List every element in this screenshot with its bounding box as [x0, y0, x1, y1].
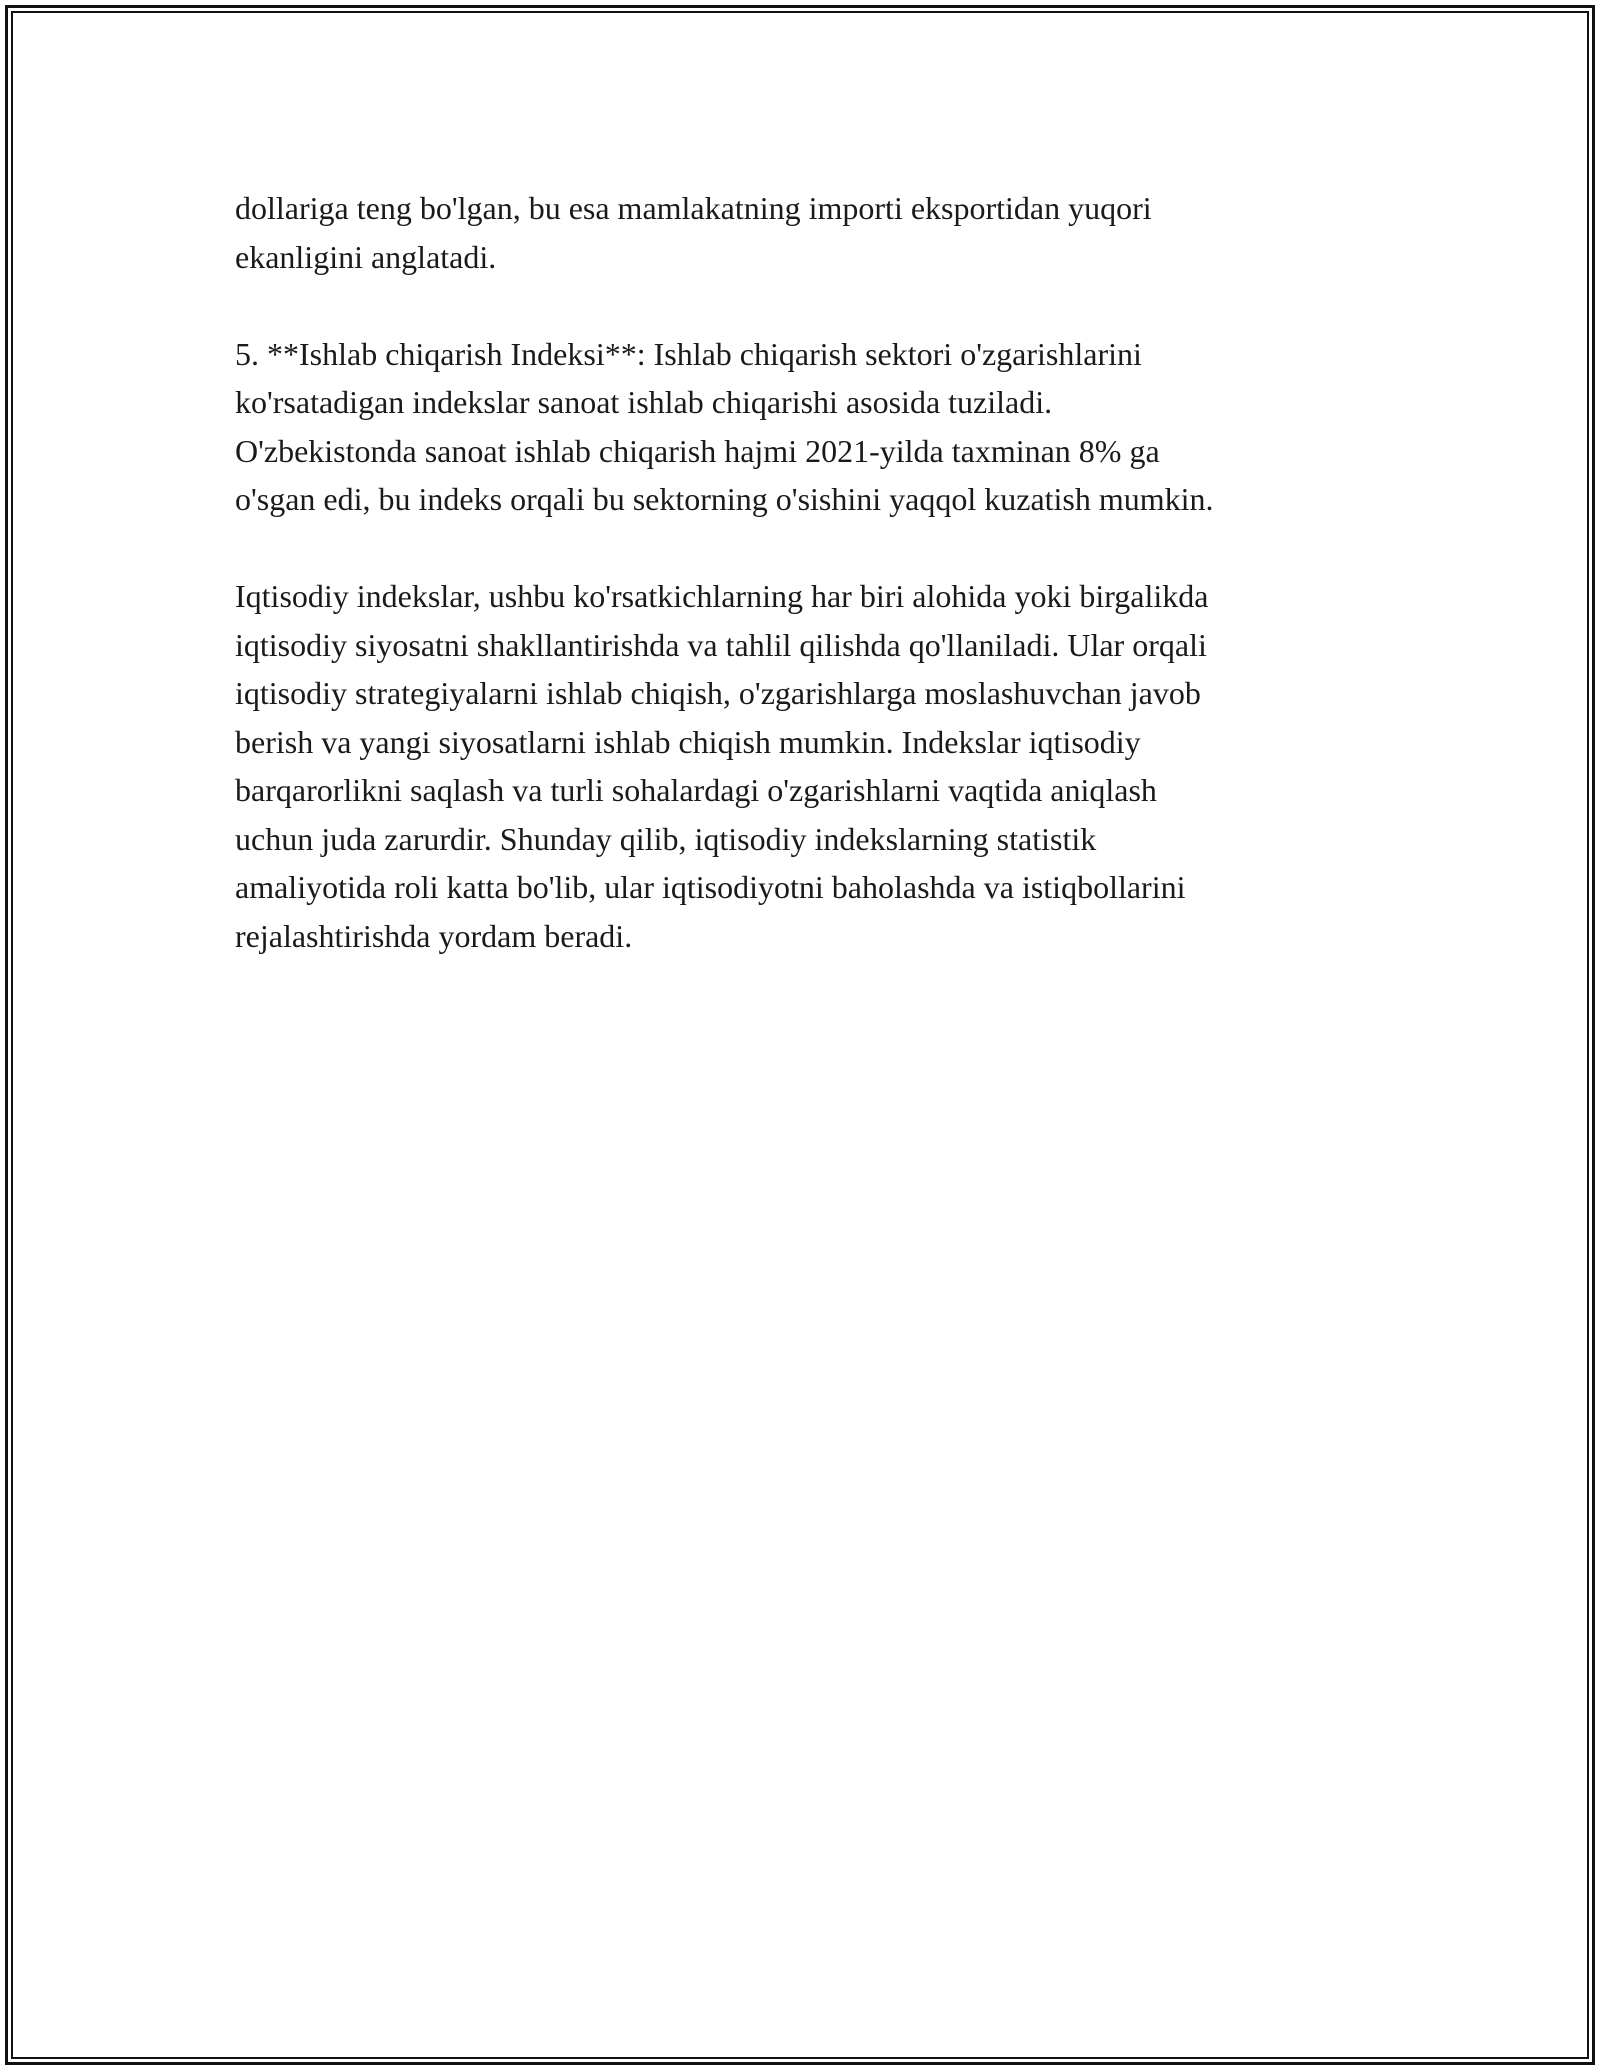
- text-line: rejalashtirishda yordam beradi.: [235, 917, 633, 954]
- text-line: dollariga teng bo'lgan, bu esa mamlakatning importi eksportidan yuqori: [235, 190, 1152, 226]
- page-body: [235, 184, 1375, 1009]
- text-line: ekanligini anglatadi.: [235, 238, 497, 275]
- text-line: iqtisodiy siyosatni shakllantirishda va tahlil qilishda qo'llaniladi. Ular orqali: [235, 626, 1207, 663]
- text-line: uchun juda zarurdir. Shunday qilib, iqtisodiy indekslarning statistik: [235, 820, 1097, 857]
- text-line: ko'rsatadigan indekslar sanoat ishlab chiqarishi asosida tuziladi.: [235, 384, 1053, 420]
- paragraph-production-index: [235, 330, 1375, 524]
- paragraph-trade-balance: [235, 184, 1375, 281]
- text-line: amaliyotida roli katta bo'lib, ular iqtisodiyotni baholashda va istiqbollarini: [235, 869, 1186, 905]
- text-line: O'zbekistonda sanoat ishlab chiqarish hajmi 2021-yilda taxminan 8% ga: [235, 432, 1160, 469]
- text-line: o'sgan edi, bu indeks orqali bu sektorning o'sishini yaqqol kuzatish mumkin.: [235, 481, 1214, 517]
- text-line: iqtisodiy strategiyalarni ishlab chiqish, o'zgarishlarga moslashuvchan javob: [235, 675, 1201, 711]
- text-line: berish va yangi siyosatlarni ishlab chiqish mumkin. Indekslar iqtisodiy: [235, 723, 1141, 760]
- text-line: barqarorlikni saqlash va turli sohalardagi o'zgarishlarni vaqtida aniqlash: [235, 772, 1157, 808]
- paragraph-conclusion: [235, 572, 1375, 960]
- text-line: Iqtisodiy indekslar, ushbu ko'rsatkichlarning har biri alohida yoki birgalikda: [235, 578, 1209, 614]
- text-line: 5. **Ishlab chiqarish Indeksi**: Ishlab chiqarish sektori o'zgarishlarini: [235, 335, 1142, 372]
